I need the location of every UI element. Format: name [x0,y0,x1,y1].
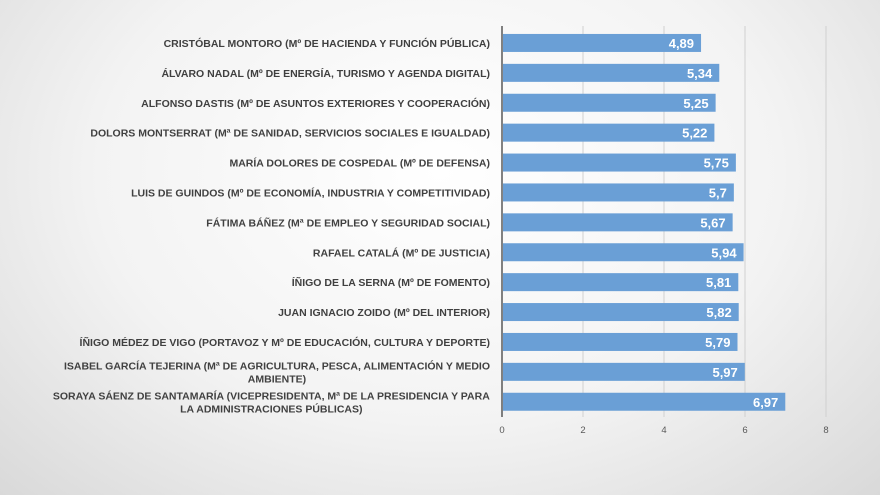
bar [503,183,734,201]
category-label-line: ALFONSO DASTIS (Mº DE ASUNTOS EXTERIORES Y COOPERACIÓN) [141,97,490,110]
category-label-line: LUIS DE GUINDOS (Mº DE ECONOMÍA, INDUSTRIA Y COMPETITIVIDAD) [131,187,490,200]
bar-value-label: 5,94 [711,245,737,261]
bar-value-label: 4,89 [668,35,695,51]
bar-value-label: 5,81 [705,275,732,291]
category-label-line: ÍÑIGO DE LA SERNA (Mº DE FOMENTO) [291,277,490,290]
category-label [229,157,490,170]
category-label [164,37,490,50]
bar-value-label: 5,67 [700,215,726,231]
x-tick-labels [499,425,828,436]
category-label-line: LA ADMINISTRACIONES PÚBLICAS) [180,403,363,416]
category-label [131,186,490,199]
category-label [278,307,490,319]
category-label-line: DOLORS MONTSERRAT (Mª DE SANIDAD, SERVICIOS SOCIALES E IGUALDAD) [90,127,490,140]
bar [503,333,737,351]
bar [503,393,785,411]
category-label [161,67,490,80]
bar [503,154,736,172]
category-label-line: FÁTIMA BÁÑEZ (Mª DE EMPLEO Y SEGURIDAD SOCIAL) [206,217,490,230]
bar-value-label: 5,97 [712,364,738,380]
category-label [141,97,490,110]
bar [503,243,744,261]
category-label-line: RAFAEL CATALÁ (Mº DE JUSTICIA) [312,247,490,260]
category-labels [53,37,490,415]
bars [503,34,785,411]
bar-value-label: 5,7 [708,185,727,201]
x-tick-label: 2 [580,425,586,436]
category-label-line: ÁLVARO NADAL (Mº DE ENERGÍA, TURISMO Y AGENDA DIGITAL) [161,67,490,80]
category-label [206,216,490,229]
category-label-line: CRISTÓBAL MONTORO (Mº DE HACIENDA Y FUNCIÓN PÚBLICA) [163,37,490,50]
bar [503,363,745,381]
category-label [80,336,490,349]
bar [503,273,738,291]
category-label [64,359,490,385]
bar [503,213,733,231]
bar-value-label: 5,82 [706,305,732,321]
category-label-line: JUAN IGNACIO ZOIDO (Mº DEL INTERIOR) [278,307,490,320]
category-label-line: ÍÑIGO MÉDEZ DE VIGO (PORTAVOZ Y Mº DE EDUCACIÓN, CULTURA Y DEPORTE) [79,336,490,349]
x-tick-label: 6 [742,425,748,436]
category-label-line: MARÍA DOLORES DE COSPEDAL (Mº DE DEFENSA) [229,157,490,170]
category-label [90,128,490,140]
x-tick-label: 4 [661,425,667,436]
bar-value-label: 5,25 [683,95,709,111]
category-label-line: AMBIENTE) [247,373,307,386]
bar-value-label: 5,79 [705,334,731,350]
bar-value-label: 6,97 [752,394,779,410]
category-label [292,276,490,289]
category-label-line: ISABEL GARCÍA TEJERINA (Mª DE AGRICULTURA, PESCA, ALIMENTACIÓN Y MEDIO [63,360,490,373]
x-tick-label: 0 [499,425,505,436]
bar-value-label: 5,75 [703,155,729,171]
bar-value-label: 5,22 [682,125,708,141]
category-label [313,246,490,259]
bar-value-label: 5,34 [686,65,713,81]
category-label [53,389,490,415]
bar [503,303,739,321]
category-label-line: SORAYA SÁENZ DE SANTAMARÍA (VICEPRESIDENTA, Mª DE LA PRESIDENCIA Y PARA [52,390,490,403]
x-tick-label: 8 [823,425,829,436]
